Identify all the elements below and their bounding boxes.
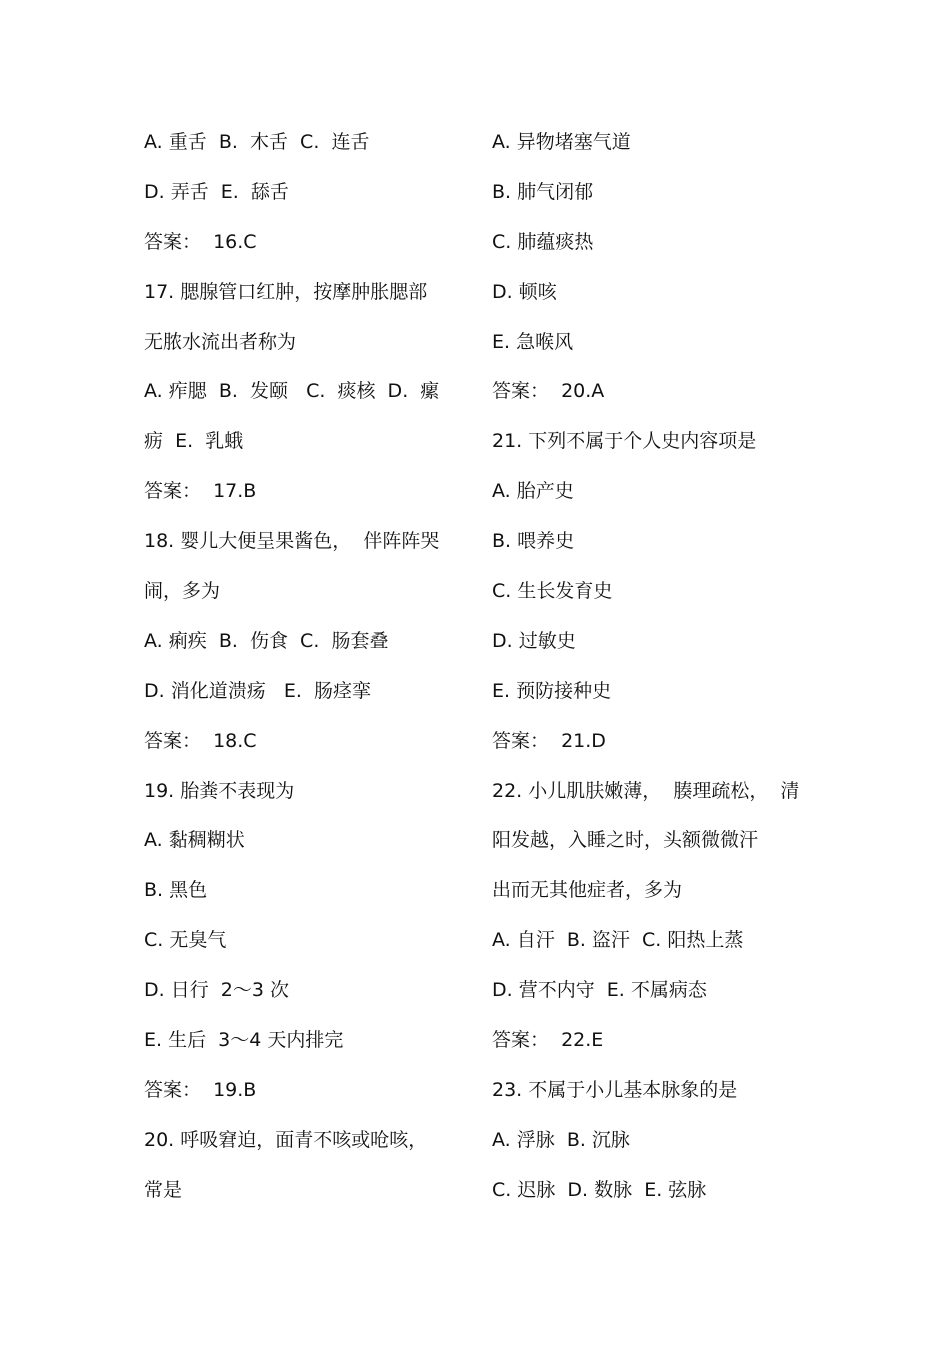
text-line: D. 日行 2～3 次 bbox=[144, 979, 290, 1002]
text-line: A. 重舌 B. 木舌 C. 连舌 bbox=[144, 131, 370, 153]
text-line: 闹，多为 bbox=[144, 580, 221, 603]
text-line: 无脓水流出者称为 bbox=[144, 330, 297, 353]
text-line: D. 过敏史 bbox=[492, 629, 576, 652]
text-line: 17. 腮腺管口红肿，按摩肿胀腮部 bbox=[144, 280, 428, 303]
text-line: 常是 bbox=[144, 1178, 183, 1201]
text-line: 答案： 21.D bbox=[492, 729, 606, 752]
text-line: C. 迟脉 D. 数脉 E. 弦脉 bbox=[492, 1178, 707, 1201]
text-line: A. 黏稠糊状 bbox=[144, 829, 245, 852]
text-line: 19. 胎粪不表现为 bbox=[144, 779, 295, 802]
text-line: 18. 婴儿大便呈果酱色， 伴阵阵哭 bbox=[144, 530, 440, 553]
text-line: 出而无其他症者，多为 bbox=[492, 879, 683, 902]
text-line: D. 营不内守 E. 不属病态 bbox=[492, 979, 707, 1002]
text-line: 答案： 20.A bbox=[492, 380, 605, 403]
text-line: A. 痄腮 B. 发颐 C. 痰核 D. 瘰 bbox=[144, 380, 440, 403]
text-line: 答案： 16.C bbox=[144, 230, 257, 253]
text-line: A. 浮脉 B. 沉脉 bbox=[492, 1128, 630, 1151]
text-line: 阳发越，入睡之时，头额微微汗 bbox=[492, 829, 759, 852]
text-line: E. 预防接种史 bbox=[492, 679, 612, 702]
text-line: 答案： 19.B bbox=[144, 1078, 257, 1101]
text-line: E. 生后 3～4 天内排完 bbox=[144, 1029, 344, 1052]
text-line: C. 生长发育史 bbox=[492, 580, 613, 603]
text-line: D. 消化道溃疡 E. 肠痉挛 bbox=[144, 679, 371, 702]
text-line: 20. 呼吸窘迫，面青不咳或呛咳， bbox=[144, 1128, 428, 1151]
text-line: C. 肺蕴痰热 bbox=[492, 230, 594, 253]
text-line: D. 弄舌 E. 舔舌 bbox=[144, 180, 289, 203]
text-line: E. 急喉风 bbox=[492, 330, 574, 353]
text-line: B. 黑色 bbox=[144, 879, 208, 902]
text-line: 22. 小儿肌肤嫩薄， 腠理疏松， 清 bbox=[492, 779, 800, 802]
text-line: A. 胎产史 bbox=[492, 480, 574, 503]
text-line: 疬 E. 乳蛾 bbox=[144, 430, 244, 453]
text-line: A. 异物堵塞气道 bbox=[492, 131, 631, 153]
right-column bbox=[492, 122, 822, 1220]
text-line: 23. 不属于小儿基本脉象的是 bbox=[492, 1078, 738, 1101]
text-line: A. 痢疾 B. 伤食 C. 肠套叠 bbox=[144, 629, 389, 652]
text-line: 答案： 22.E bbox=[492, 1029, 604, 1052]
text-line: 答案： 18.C bbox=[144, 729, 257, 752]
text-line: C. 无臭气 bbox=[144, 929, 227, 952]
text-line: B. 喂养史 bbox=[492, 530, 575, 553]
text-line: 答案： 17.B bbox=[144, 480, 257, 503]
text-line: 21. 下列不属于个人史内容项是 bbox=[492, 430, 757, 453]
text-line: D. 顿咳 bbox=[492, 280, 557, 303]
text-line: A. 自汗 B. 盗汗 C. 阳热上蒸 bbox=[492, 929, 744, 952]
text-line: B. 肺气闭郁 bbox=[492, 180, 594, 203]
left-column bbox=[144, 122, 474, 1220]
